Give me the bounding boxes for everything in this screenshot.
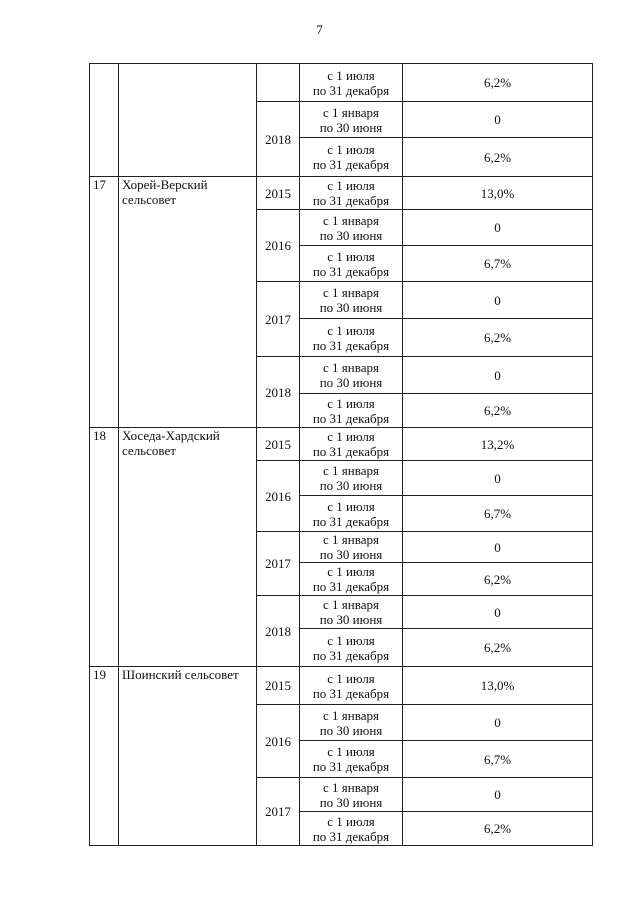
rate-cell: 0 [403, 210, 593, 246]
rate-cell: 6,2% [403, 812, 593, 846]
rate-cell: 0 [403, 357, 593, 394]
rate-cell: 6,2% [403, 319, 593, 357]
period-cell [300, 532, 403, 563]
period-to: по 30 июня [319, 227, 383, 243]
period-cell [300, 177, 403, 210]
period-from: с 1 июля [327, 813, 375, 829]
rate-cell: 6,7% [403, 496, 593, 532]
period-to: по 31 декабря [312, 647, 390, 663]
year-cell: 2015 [257, 667, 300, 705]
rate-cell: 0 [403, 596, 593, 629]
period-from: с 1 июля [327, 322, 375, 338]
rate-cell: 13,0% [403, 667, 593, 705]
rate-cell: 0 [403, 461, 593, 496]
period-from: с 1 января [323, 104, 379, 120]
year-cell: 2015 [257, 177, 300, 210]
period-to: по 30 июня [319, 722, 383, 738]
period-cell [300, 246, 403, 282]
tariff-table [89, 63, 593, 846]
year-cell: 2018 [257, 357, 300, 428]
period-to: по 31 декабря [312, 193, 390, 208]
period-to: по 31 декабря [312, 685, 390, 701]
period-cell [300, 319, 403, 357]
period-from: с 1 января [323, 463, 379, 478]
period-to: по 31 декабря [312, 828, 390, 844]
year-cell: 2016 [257, 461, 300, 532]
period-cell [300, 778, 403, 812]
period-cell [300, 461, 403, 496]
year-cell: 2018 [257, 596, 300, 667]
period-cell [300, 357, 403, 394]
period-from: с 1 июля [327, 744, 375, 759]
rate-cell: 6,2% [403, 394, 593, 428]
table-row [90, 667, 593, 705]
rate-cell: 0 [403, 102, 593, 138]
period-from: с 1 июля [327, 248, 375, 264]
period-to: по 31 декабря [312, 579, 390, 594]
period-cell [300, 563, 403, 596]
period-to: по 31 декабря [312, 410, 390, 426]
rate-cell: 0 [403, 532, 593, 563]
row-number: 17 [90, 177, 119, 428]
period-from: с 1 июля [327, 67, 375, 83]
period-to: по 31 декабря [312, 263, 390, 279]
period-from: с 1 января [323, 212, 379, 228]
rate-cell: 0 [403, 705, 593, 741]
period-to: по 31 декабря [312, 444, 390, 459]
period-from: с 1 июля [327, 142, 375, 157]
period-to: по 31 декабря [312, 759, 390, 774]
municipality-name: Шоинский сельсовет [119, 667, 257, 846]
period-cell [300, 705, 403, 741]
table-row [90, 428, 593, 461]
period-cell [300, 102, 403, 138]
rate-cell: 6,7% [403, 246, 593, 282]
period-from: с 1 июля [327, 670, 375, 686]
period-cell [300, 210, 403, 246]
period-to: по 30 июня [319, 119, 383, 135]
year-cell: 2018 [257, 102, 300, 177]
period-to: по 30 июня [319, 478, 383, 493]
table-row [90, 177, 593, 210]
period-to: по 30 июня [319, 375, 383, 390]
period-from: с 1 июля [327, 429, 375, 444]
municipality-name: Хоседа-Хардский сельсовет [119, 428, 257, 667]
period-to: по 31 декабря [312, 82, 390, 98]
rate-cell: 13,2% [403, 428, 593, 461]
row-number: 18 [90, 428, 119, 667]
year-cell: 2017 [257, 282, 300, 357]
period-cell [300, 394, 403, 428]
rate-cell: 6,2% [403, 629, 593, 667]
rate-cell: 6,2% [403, 138, 593, 177]
period-cell [300, 812, 403, 846]
period-to: по 31 декабря [312, 337, 390, 353]
period-from: с 1 января [323, 532, 379, 547]
year-cell: 2017 [257, 778, 300, 846]
period-cell [300, 428, 403, 461]
year-cell: 2015 [257, 428, 300, 461]
year-cell: 2016 [257, 210, 300, 282]
period-cell [300, 741, 403, 778]
year-cell: 2016 [257, 705, 300, 778]
row-number [90, 64, 119, 177]
period-cell [300, 138, 403, 177]
period-cell [300, 496, 403, 532]
period-to: по 31 декабря [312, 513, 390, 529]
period-to: по 30 июня [319, 794, 383, 810]
rate-cell: 6,2% [403, 64, 593, 102]
period-from: с 1 января [323, 360, 379, 375]
period-cell [300, 667, 403, 705]
period-to: по 31 декабря [312, 157, 390, 172]
municipality-name: Хорей-Верский сельсовет [119, 177, 257, 428]
period-from: с 1 января [323, 707, 379, 723]
year-cell: 2017 [257, 532, 300, 596]
period-cell [300, 629, 403, 667]
period-from: с 1 июля [327, 178, 375, 193]
rate-cell: 0 [403, 778, 593, 812]
year-cell [257, 64, 300, 102]
period-cell [300, 596, 403, 629]
rate-cell: 6,2% [403, 563, 593, 596]
row-number: 19 [90, 667, 119, 846]
period-cell [300, 64, 403, 102]
period-to: по 30 июня [319, 300, 383, 315]
table-row [90, 64, 593, 102]
rate-cell: 13,0% [403, 177, 593, 210]
rate-cell: 0 [403, 282, 593, 319]
period-from: с 1 июля [327, 395, 375, 411]
period-to: по 30 июня [319, 547, 383, 562]
rate-cell: 6,7% [403, 741, 593, 778]
page-number: 7 [316, 22, 323, 37]
period-from: с 1 июля [327, 632, 375, 648]
municipality-name [119, 64, 257, 177]
period-from: с 1 января [323, 285, 379, 300]
period-from: с 1 января [323, 597, 379, 612]
period-to: по 30 июня [319, 612, 383, 627]
period-from: с 1 января [323, 779, 379, 795]
period-cell [300, 282, 403, 319]
period-from: с 1 июля [327, 564, 375, 579]
period-from: с 1 июля [327, 498, 375, 514]
